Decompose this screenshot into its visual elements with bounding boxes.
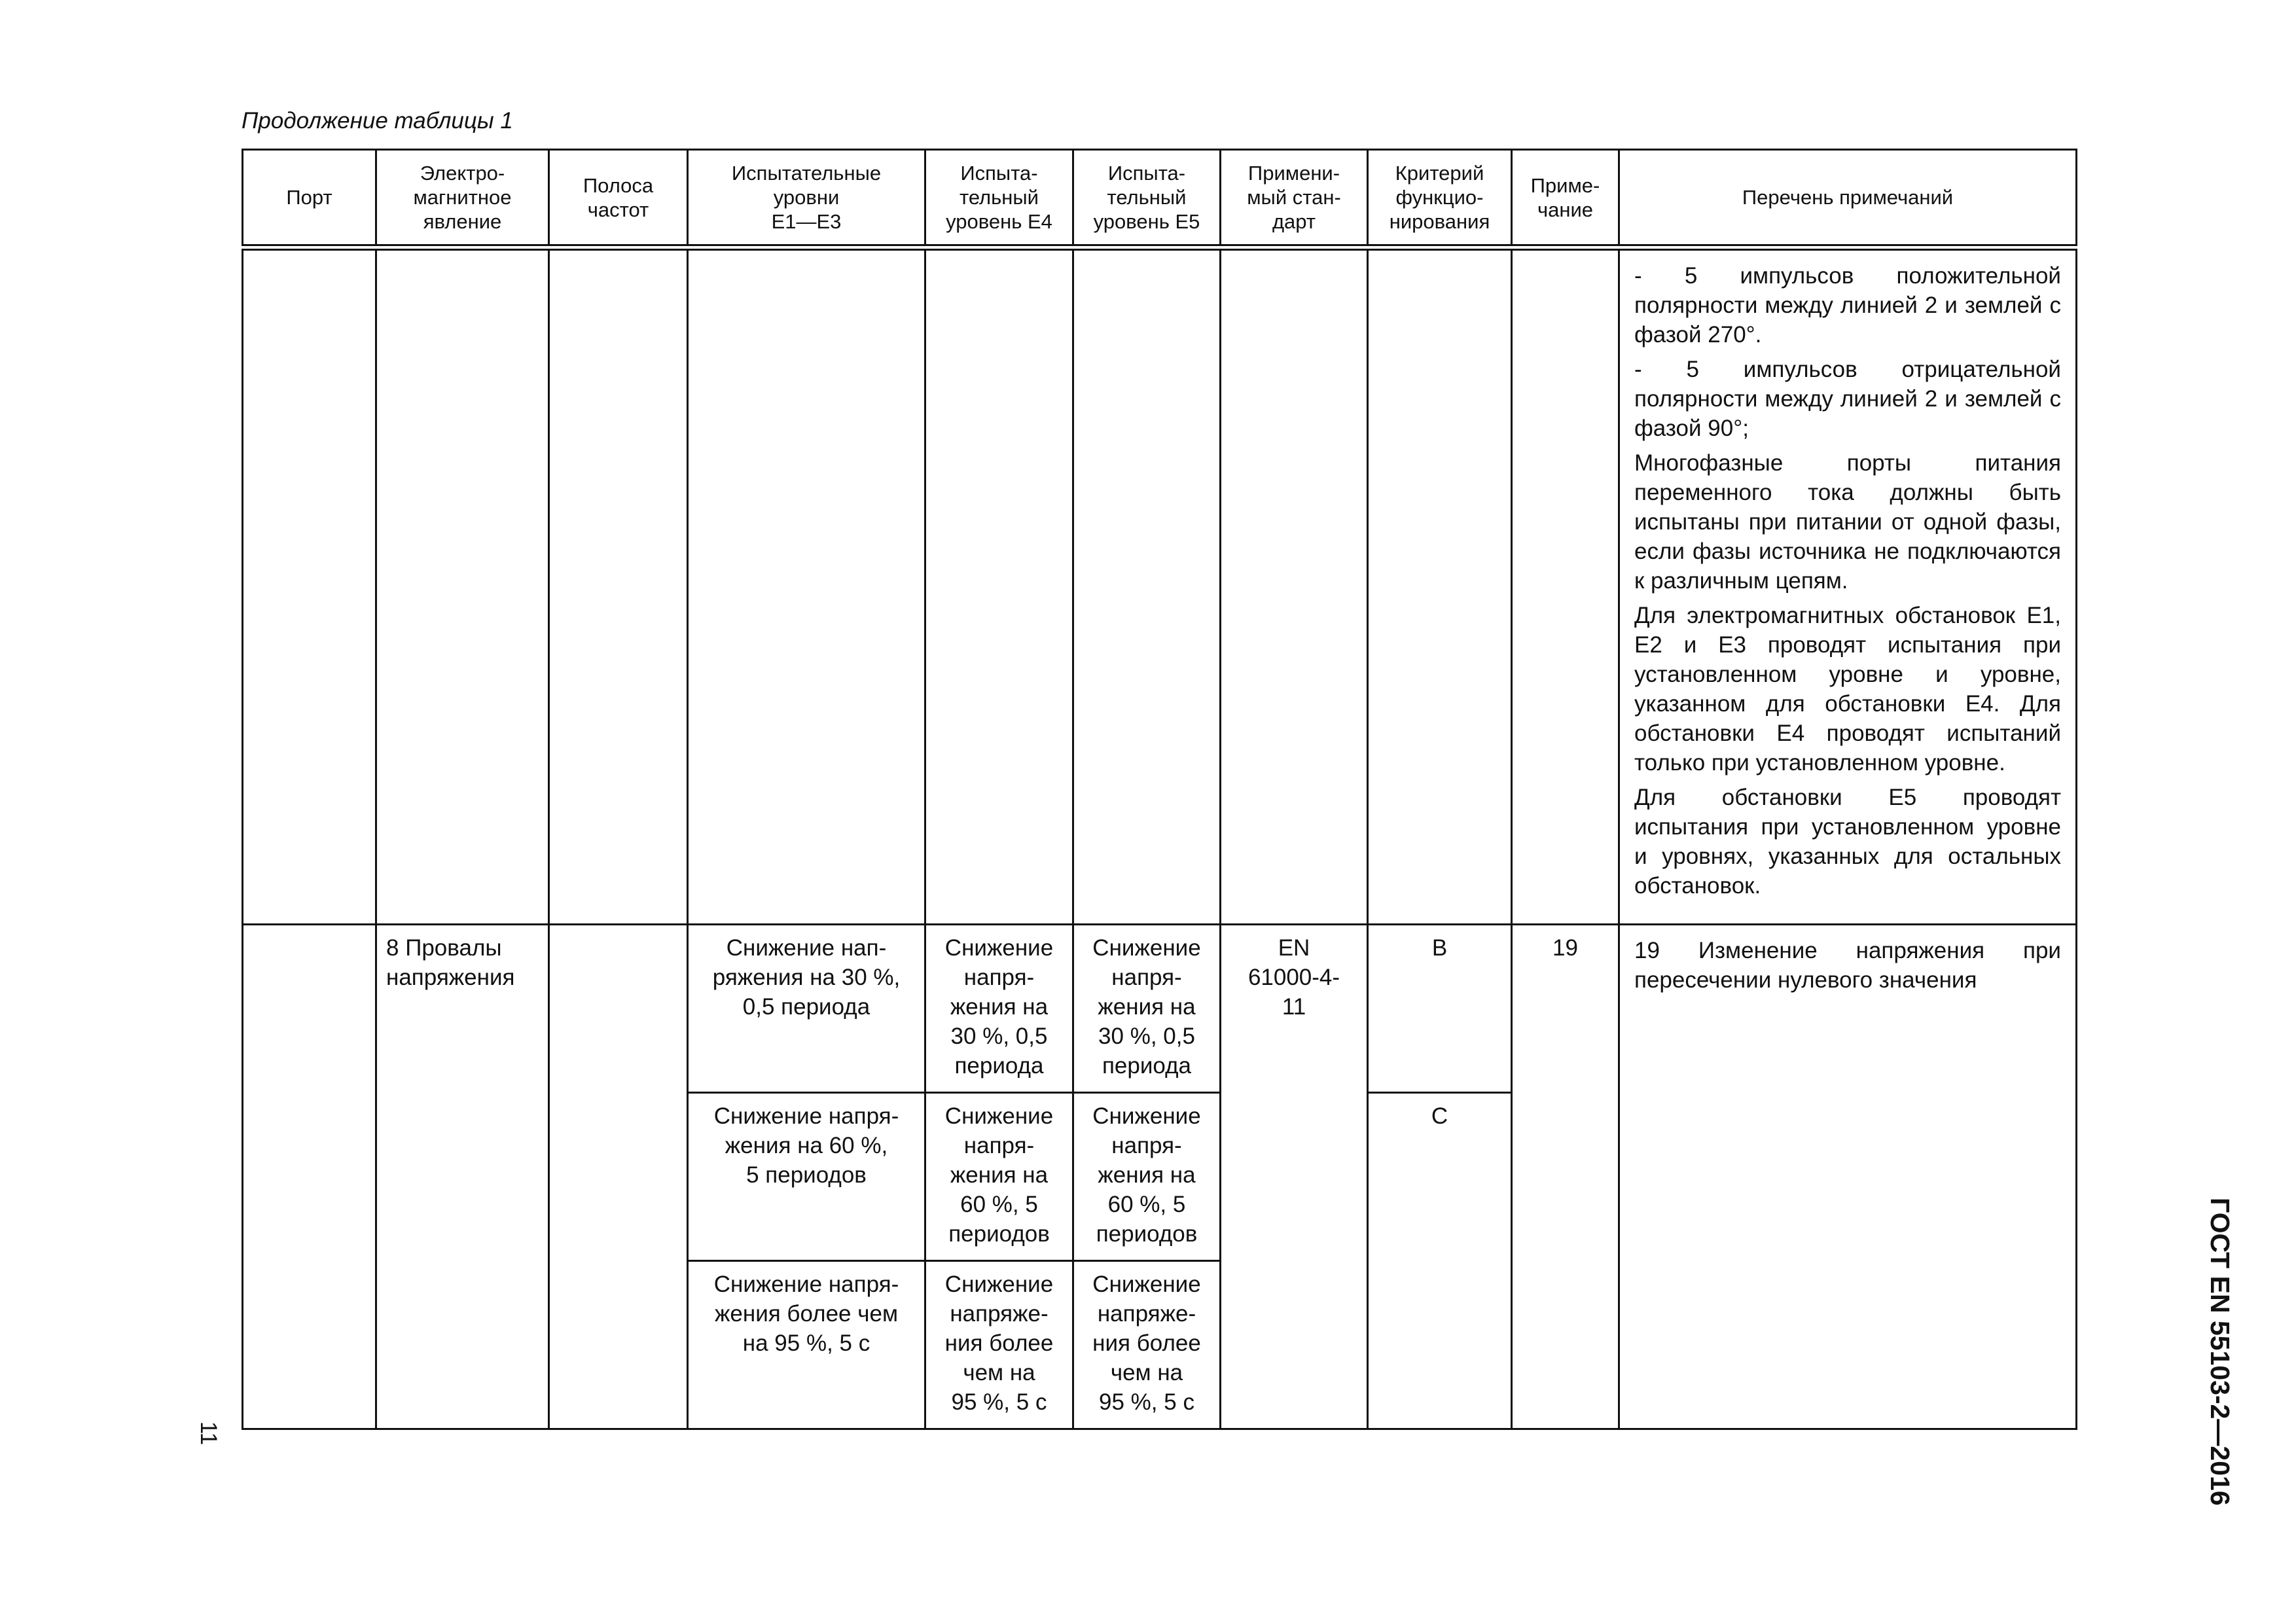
header-test-level-e4: Испыта- тельный уровень Е4 bbox=[925, 150, 1073, 248]
empty-cell bbox=[1221, 247, 1368, 925]
note-paragraph: Многофазные порты питания переменного тока должны быть испытаны при питании от одной фазы, если фазы источника не подключаются к различным цепям. bbox=[1634, 450, 2061, 594]
header-frequency-band: Полоса частот bbox=[549, 150, 688, 248]
empty-cell bbox=[549, 247, 688, 925]
header-test-level-e5: Испыта- тельный уровень Е5 bbox=[1073, 150, 1221, 248]
specification-table bbox=[242, 149, 2077, 1430]
test-level-e1-e3-cell: Снижение напря- жения на 60 %, 5 периодов bbox=[688, 1093, 925, 1261]
table-row bbox=[243, 247, 2077, 925]
header-port: Порт bbox=[243, 150, 376, 248]
note-paragraph: - 5 импульсов положительной полярности между линией 2 и землей с фазой 270°. bbox=[1634, 263, 2061, 348]
note-paragraph: Для электромагнитных обстановок Е1, Е2 и Е3 проводят испытания при установленном уровне и уровне, указанном для обстановки Е4. Для обстановки Е4 проводят испытаний только при установленном уровне. bbox=[1634, 603, 2061, 776]
test-level-e4-cell: Снижение напря- жения на 60 %, 5 периодов bbox=[925, 1093, 1073, 1261]
note-text-cell: 19 Изменение напряжения при пересечении нулевого значения bbox=[1619, 925, 2077, 1429]
header-test-levels-e1-e3: Испытательные уровни Е1—Е3 bbox=[688, 150, 925, 248]
test-level-e5-cell: Снижение напря- жения на 60 %, 5 периодов bbox=[1073, 1093, 1221, 1261]
frequency-band-cell bbox=[549, 925, 688, 1429]
note-paragraph: - 5 импульсов отрицательной полярности между линией 2 и землей с фазой 90°; bbox=[1634, 357, 2061, 441]
test-level-e5-cell: Снижение напряже- ния более чем на 95 %, 5 с bbox=[1073, 1261, 1221, 1429]
notes-list-cell bbox=[1619, 247, 2077, 925]
test-level-e1-e3-cell: Снижение нап- ряжения на 30 %, 0,5 периода bbox=[688, 925, 925, 1093]
empty-cell bbox=[1512, 247, 1619, 925]
header-criterion: Критерий функцио- нирования bbox=[1368, 150, 1512, 248]
header-standard: Примени- мый стан- дарт bbox=[1221, 150, 1368, 248]
header-phenomenon: Электро- магнитное явление bbox=[376, 150, 549, 248]
standard-cell: EN 61000-4- 11 bbox=[1221, 925, 1368, 1429]
table-caption: Продолжение таблицы 1 bbox=[242, 108, 513, 134]
table-header-row bbox=[243, 150, 2077, 248]
phenomenon-cell: 8 Провалы напряжения bbox=[376, 925, 549, 1429]
criterion-cell: B bbox=[1368, 925, 1512, 1093]
table-row bbox=[243, 925, 2077, 1093]
test-level-e1-e3-cell: Снижение напря- жения более чем на 95 %, 5 с bbox=[688, 1261, 925, 1429]
criterion-cell: C bbox=[1368, 1093, 1512, 1429]
empty-cell bbox=[376, 247, 549, 925]
test-level-e4-cell: Снижение напряже- ния более чем на 95 %, 5 с bbox=[925, 1261, 1073, 1429]
header-note: Приме- чание bbox=[1512, 150, 1619, 248]
empty-cell bbox=[925, 247, 1073, 925]
test-level-e4-cell: Снижение напря- жения на 30 %, 0,5 периода bbox=[925, 925, 1073, 1093]
empty-cell bbox=[1073, 247, 1221, 925]
document-id: ГОСТ EN 55103-2—2016 bbox=[2205, 1198, 2235, 1506]
test-level-e5-cell: Снижение напря- жения на 30 %, 0,5 периода bbox=[1073, 925, 1221, 1093]
note-paragraph: Для обстановки Е5 проводят испытания при установленном уровне и уровнях, указанных для остальных обстановок. bbox=[1634, 785, 2061, 899]
port-cell bbox=[243, 925, 376, 1429]
header-notes-list: Перечень примечаний bbox=[1619, 150, 2077, 248]
note-ref-cell: 19 bbox=[1512, 925, 1619, 1429]
page-number: 11 bbox=[196, 1421, 222, 1446]
empty-cell bbox=[688, 247, 925, 925]
empty-cell bbox=[1368, 247, 1512, 925]
empty-cell bbox=[243, 247, 376, 925]
